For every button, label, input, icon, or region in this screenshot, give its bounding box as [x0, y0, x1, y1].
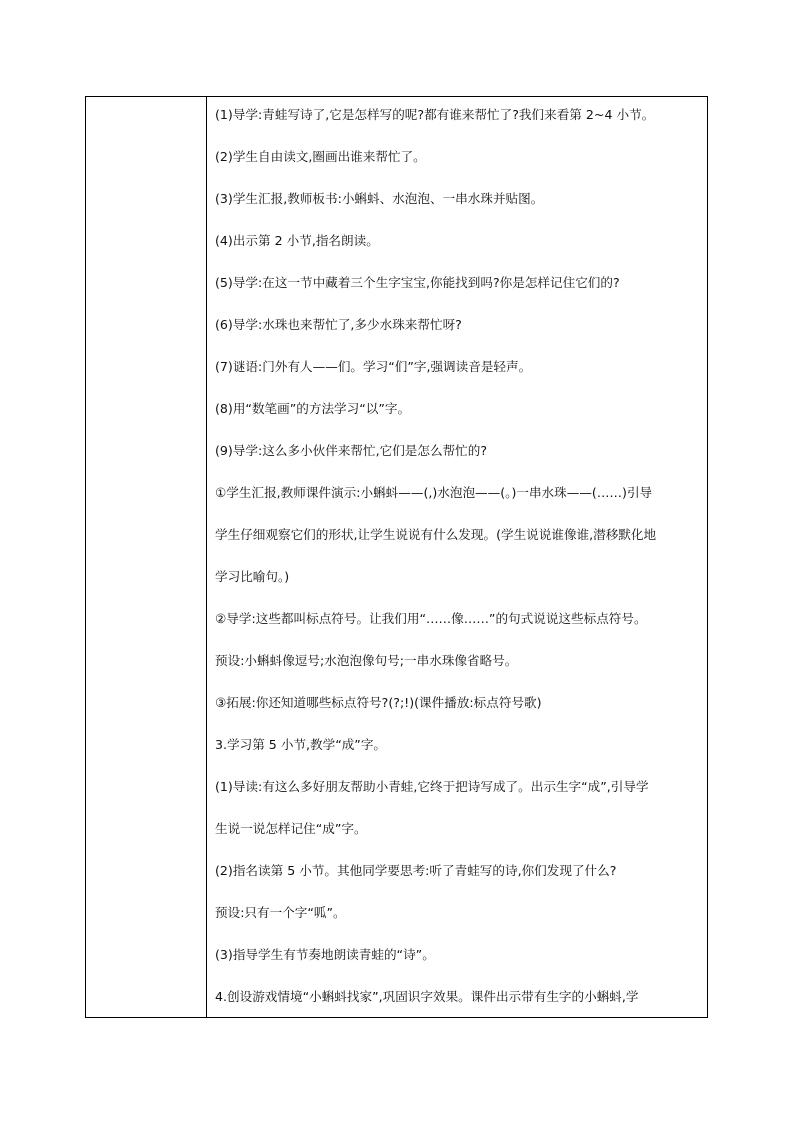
label-cell: [86, 97, 207, 1017]
text-line: (2)学生自由读文,圈画出谁来帮忙了。: [215, 149, 426, 164]
text-line: (3)指导学生有节奏地朗读青蛙的“诗”。: [215, 947, 435, 962]
text-line: 学生仔细观察它们的形状,让学生说说有什么发现。(学生说说谁像谁,潜移默化地: [215, 527, 657, 542]
content-cell: [207, 97, 707, 1017]
text-line: (2)指名读第 5 小节。其他同学要思考:听了青蛙写的诗,你们发现了什么?: [215, 863, 617, 878]
text-line: 预设:小蝌蚪像逗号;水泡泡像句号;一串水珠像省略号。: [215, 653, 518, 668]
text-line: (9)导学:这么多小伙伴来帮忙,它们是怎么帮忙的?: [215, 443, 488, 458]
text-line: (3)学生汇报,教师板书:小蝌蚪、水泡泡、一串水珠并贴图。: [215, 191, 544, 206]
text-line: (4)出示第 2 小节,指名朗读。: [215, 233, 379, 248]
text-line: 生说一说怎样记住“成”字。: [215, 821, 367, 836]
text-line: ①学生汇报,教师课件演示:小蝌蚪——(,)水泡泡——(。)一串水珠——(……)引导: [215, 485, 653, 500]
lesson-table: [85, 96, 708, 1018]
text-line: 4.创设游戏情境“小蝌蚪找家”,巩固识字效果。课件出示带有生字的小蝌蚪,学: [215, 989, 639, 1004]
text-line: (7)谜语:门外有人——们。学习“们”字,强调读音是轻声。: [215, 359, 532, 374]
text-line: (8)用“数笔画”的方法学习“以”字。: [215, 401, 411, 416]
text-line: 3.学习第 5 小节,教学“成”字。: [215, 737, 387, 752]
text-line: ②导学:这些都叫标点符号。让我们用“……像……”的句式说说这些标点符号。: [215, 611, 647, 626]
text-line: (6)导学:水珠也来帮忙了,多少水珠来帮忙呀?: [215, 317, 462, 332]
text-line: (1)导读:有这么多好朋友帮助小青蛙,它终于把诗写成了。出示生字“成”,引导学: [215, 779, 649, 794]
text-line: (5)导学:在这一节中藏着三个生字宝宝,你能找到吗?你是怎样记住它们的?: [215, 275, 620, 290]
text-line: ③拓展:你还知道哪些标点符号?(?;!)(课件播放:标点符号歌): [215, 695, 542, 710]
text-line: 学习比喻句。): [215, 569, 290, 584]
text-line: 预设:只有一个字“呱”。: [215, 905, 346, 920]
text-line: (1)导学:青蛙写诗了,它是怎样写的呢?都有谁来帮忙了?我们来看第 2~4 小节。: [215, 107, 655, 122]
